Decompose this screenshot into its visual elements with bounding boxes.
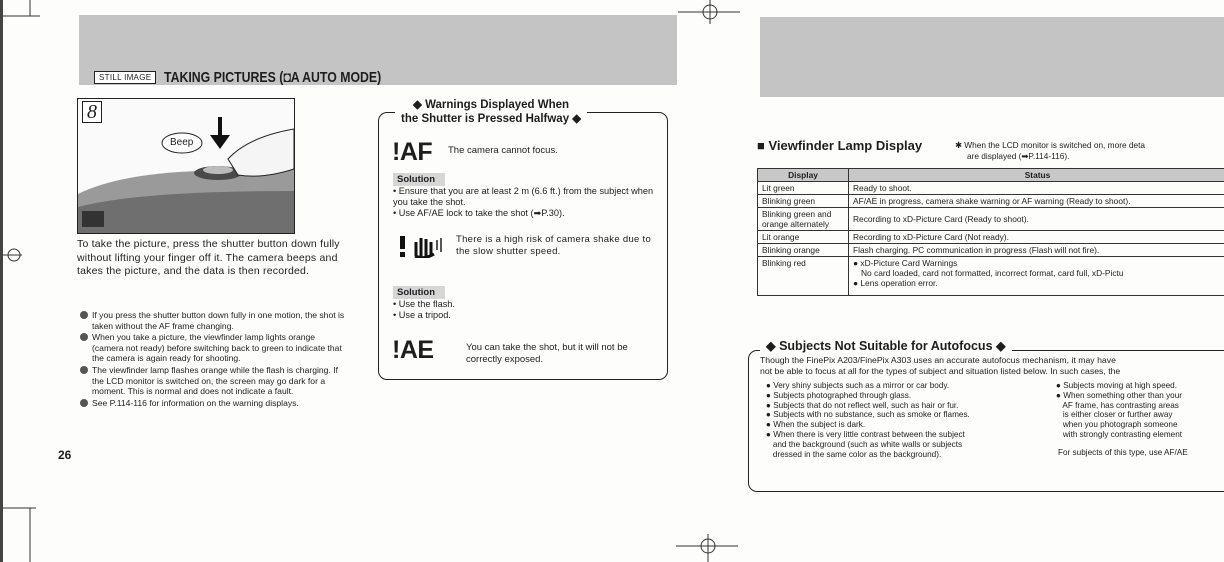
table-row: Blinking green AF/AE in progress, camera shake warning or AF warning (Ready to shoot). xyxy=(758,195,1224,208)
autofocus-right-list: ● Subjects moving at high speed. ● When something other than your AF frame, has contrasting areas is either closer or further away when you photograph someone with strongly contrasting element xyxy=(1056,381,1183,439)
table-row: Lit green Ready to shoot. xyxy=(758,182,1224,195)
shake-solutions: • Use the flash. • Use a tripod. xyxy=(393,299,455,320)
still-image-tag: STILL IMAGE xyxy=(94,71,156,84)
page-title-row xyxy=(94,69,429,86)
right-header-band xyxy=(760,17,1224,97)
ae-warning-code: !AE xyxy=(392,336,434,364)
camera-shake-icon xyxy=(396,234,448,258)
table-row: Blinking red ● xD-Picture Card Warnings No card loaded, card not formatted, incorrect format, card full, xD-Pictu ● Lens operation error. xyxy=(758,257,1224,296)
autofocus-left-list: ● Very shiny subjects such as a mirror or car body. ● Subjects photographed through glass. ● Subjects that do not reflect well, such as hair or fur. ● Subjects with no substance, such as smoke or flames. ● When the subject is dark. ● When there is very little contrast between the subject and the background (such as white walls or subjects dressed in the same color as the background). xyxy=(766,381,970,459)
left-edge-shadow xyxy=(0,0,3,562)
table-row: Blinking orange Flash charging. PC communication in progress (Flash will not fire). xyxy=(758,244,1224,257)
af-warning-desc: The camera cannot focus. xyxy=(448,145,558,156)
shake-warning-desc: There is a high risk of camera shake due to the slow shutter speed. xyxy=(456,234,652,257)
instruction-text: To take the picture, press the shutter button down fully without lifting your finger off it. The camera beeps and takes the picture, and the data is then recorded. xyxy=(77,238,340,277)
note-bullet-icon xyxy=(80,399,88,407)
viewfinder-note: ✱ When the LCD monitor is switched on, more deta are displayed (➡P.114-116). xyxy=(955,140,1146,161)
af-solutions: • Ensure that you are at least 2 m (6.6 ft.) from the subject when you take the shot. • Use AF/AE lock to take the shot (➡P.30). xyxy=(393,186,654,218)
note-bullet-icon xyxy=(80,333,88,341)
step-number: 8 xyxy=(82,101,102,123)
table-header-row xyxy=(758,169,1224,182)
solution-label: Solution xyxy=(393,286,445,299)
col-display: Display xyxy=(758,169,849,182)
notes-list xyxy=(80,310,345,409)
warnings-title: ◆ Warnings Displayed When the Shutter is Pressed Halfway ◆ xyxy=(395,98,587,126)
autofocus-intro: Though the FinePix A203/FinePix A303 uses an accurate autofocus mechanism, it may have not be able to focus at all for the types of subject and situation listed below. In such cases, the xyxy=(760,355,1121,376)
autofocus-footer: For subjects of this type, use AF/AE xyxy=(1058,448,1188,457)
camera-illustration xyxy=(78,99,294,233)
page-number: 26 xyxy=(58,448,72,462)
note-item: When you take a picture, the viewfinder lamp lights orange (camera not ready) before switching back to green to indicate that the camera is again ready for shooting. xyxy=(80,332,345,364)
note-item: See P.114-116 for information on the warning displays. xyxy=(80,398,345,409)
step-illustration xyxy=(77,98,295,234)
table-row: Lit orange Recording to xD-Picture Card (Not ready). xyxy=(758,231,1224,244)
note-bullet-icon xyxy=(80,311,88,319)
col-status: Status xyxy=(849,169,1224,182)
ae-warning-desc: You can take the shot, but it will not be correctly exposed. xyxy=(466,342,628,365)
beep-label: Beep xyxy=(170,137,194,148)
table-row: Blinking green and orange alternately Recording to xD-Picture Card (Ready to shoot). xyxy=(758,208,1224,231)
page-title: TAKING PICTURES (◘A AUTO MODE) xyxy=(164,69,382,86)
af-warning-code: !AF xyxy=(392,138,433,166)
viewfinder-section-title: ■ Viewfinder Lamp Display xyxy=(757,138,923,153)
viewfinder-lamp-table xyxy=(757,168,1224,296)
note-item: The viewfinder lamp flashes orange while the flash is charging. If the LCD monitor is switched on, the screen may go dark for a moment. This is normal and does not indicate a fault. xyxy=(80,365,345,397)
solution-label: Solution xyxy=(393,173,445,186)
note-bullet-icon xyxy=(80,366,88,374)
note-item: If you press the shutter button down fully in one motion, the shot is taken without the AF frame changing. xyxy=(80,310,345,331)
autofocus-title: ◆ Subjects Not Suitable for Autofocus ◆ xyxy=(760,338,1012,353)
